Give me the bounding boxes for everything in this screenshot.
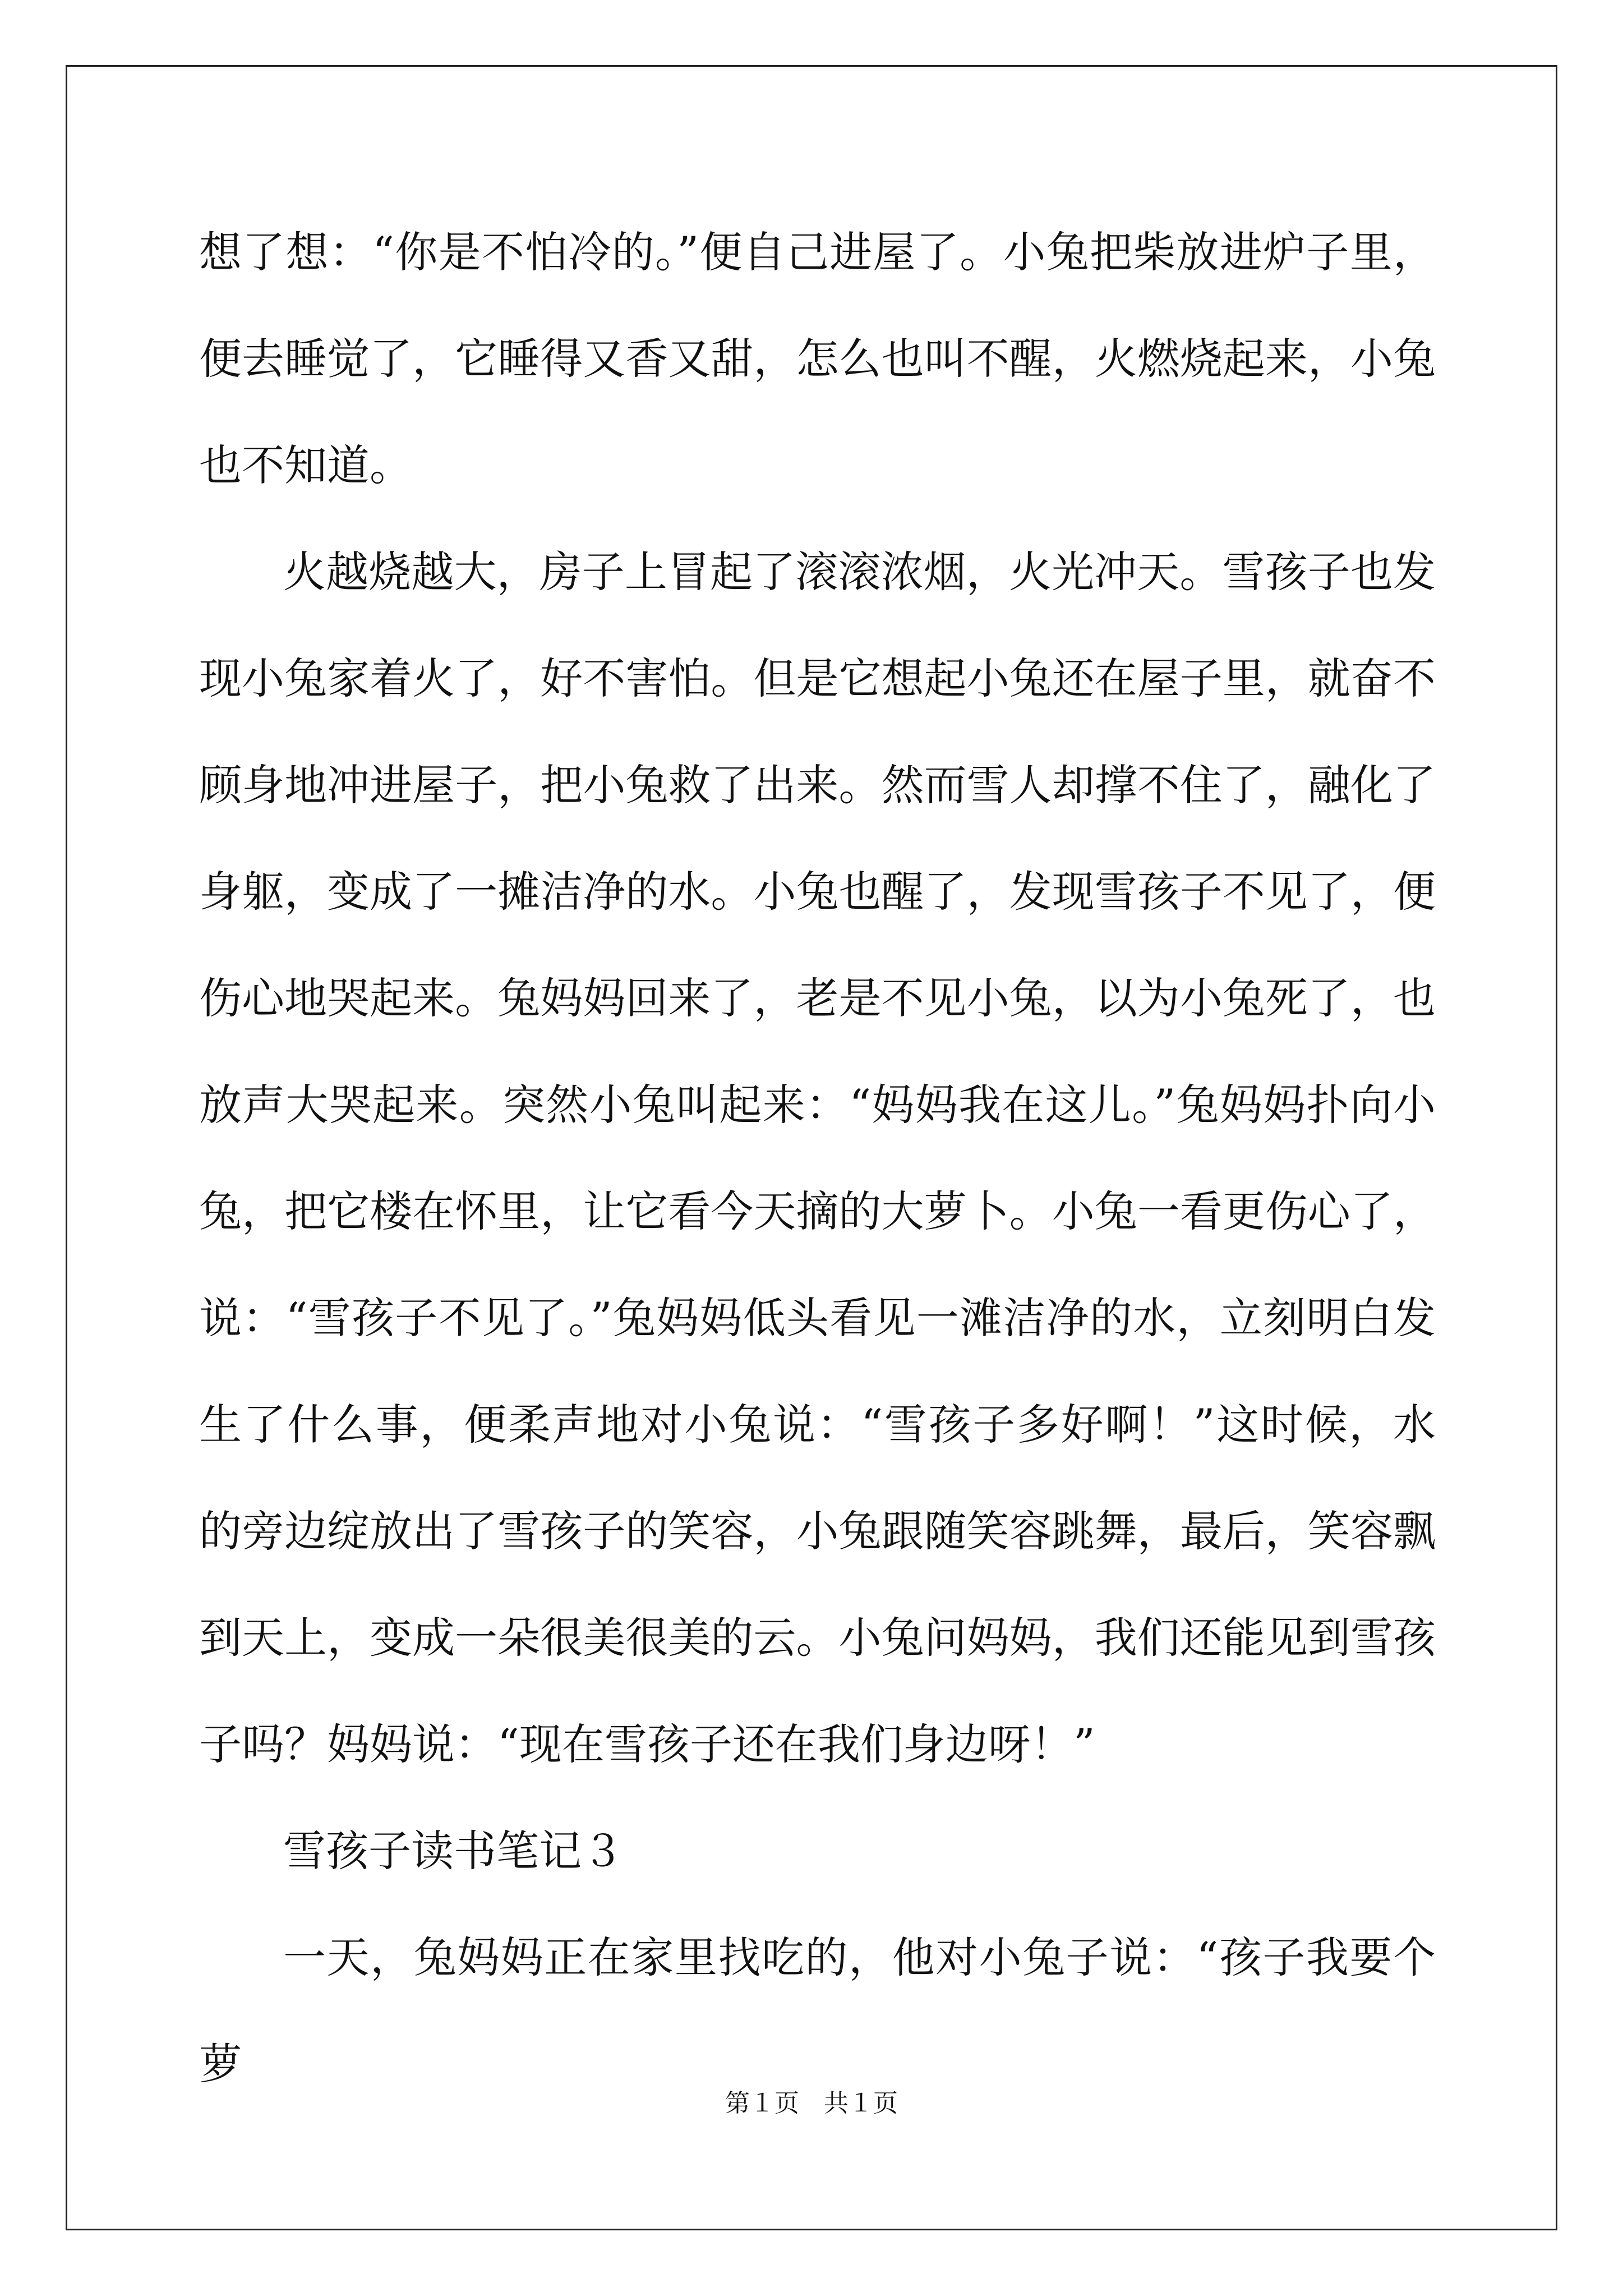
paragraph-fire: 火越烧越大，房子上冒起了滚滚浓烟，火光冲天。雪孩子也发现小兔家着火了，好不害怕。但是它想起小兔还在屋子里，就奋不顾身地冲进屋子，把小兔救了出来。然而雪人却撑不住了，融化了身躯，变成了一摊洁净的水。小兔也醒了，发现雪孩子不见了，便伤心地哭起来。兔妈妈回来了，老是不见小兔，以为小兔死了，也放声大哭起来。突然小兔叫起来：“妈妈我在这儿。”兔妈妈扑向小兔，把它楼在怀里，让它看今天摘的大萝卜。小兔一看更伤心了，说：“雪孩子不见了。”兔妈妈低头看见一滩洁净的水，立刻明白发生了什么事，便柔声地对小兔说：“雪孩子多好啊！”这时候，水的旁边绽放出了雪孩子的笑容，小兔跟随笑容跳舞，最后，笑容飘到天上，变成一朵很美很美的云。小兔问妈妈，我们还能见到雪孩子吗？妈妈说：“现在雪孩子还在我们身边呀！” — [199, 547, 1436, 1769]
page-total: 共１页 — [824, 2089, 898, 2118]
paragraph-opening: 一天，兔妈妈正在家里找吃的，他对小兔子说：“孩子我要个萝 — [199, 1932, 1436, 2089]
document-body — [199, 199, 1436, 2118]
section-heading: 雪孩子读书笔记３ — [283, 1826, 624, 1876]
paragraph-continuation: 想了想：“你是不怕冷的。”便自己进屋了。小兔把柴放进炉子里，便去睡觉了，它睡得又香又甜，怎么也叫不醒，火燃烧起来，小兔也不知道。 — [199, 227, 1436, 490]
page-number: 第１页 — [725, 2089, 799, 2118]
page-footer — [0, 2087, 1623, 2120]
